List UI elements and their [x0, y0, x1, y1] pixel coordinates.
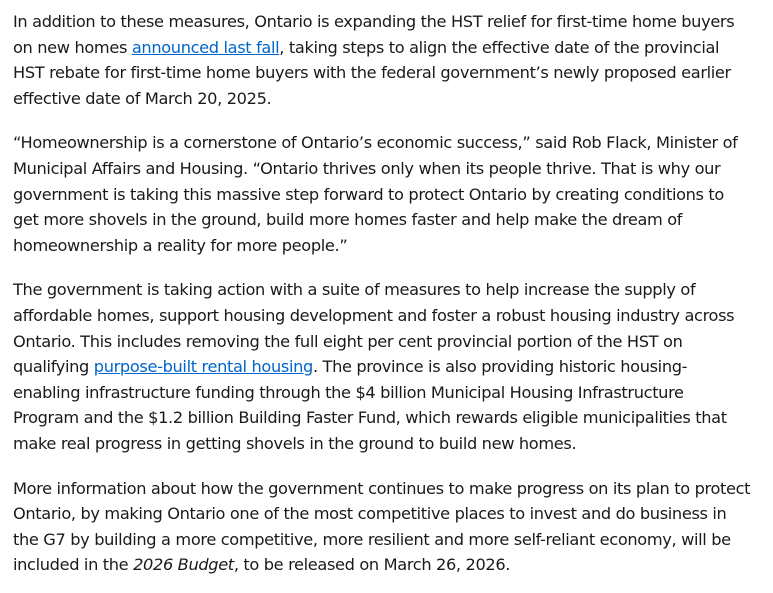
paragraph-hst-relief	[13, 9, 753, 111]
purpose-built-rental-housing-link[interactable]: purpose-built rental housing	[93, 357, 313, 377]
paragraph-text: . The province is also providing historic housing-enabling infrastructure funding through the $4 billion Municipal Housing Infrastructure Program and the $1.2 billion Building Faster Fund, which rewards eligible municipalities that make real progress in getting shovels in the ground to build new homes.	[13, 357, 727, 453]
paragraph-text: The government is taking action with a suite of measures to help increase the supply of affordable homes, support housing development and foster a robust housing industry across Ontario. This includes removing the full eight per cent provincial portion of the HST on qualifying	[13, 280, 735, 377]
paragraph-text: More information about how the government continues to make progress on its plan to protect Ontario, by making Ontario one of the most competitive places to invest and do business in the G7 by building a more competitive, more resilient and more self-reliant economy, will be included in the	[13, 478, 751, 575]
announced-last-fall-link[interactable]: announced last fall	[131, 37, 280, 57]
budget-title: 2026 Budget	[133, 555, 234, 575]
paragraph-budget-info	[13, 476, 753, 578]
paragraph-government-action	[13, 277, 753, 456]
paragraph-text: In addition to these measures, Ontario is expanding the HST relief for first-time home buyers on new homes	[13, 12, 735, 57]
paragraph-minister-quote	[13, 130, 753, 258]
paragraph-text: , to be released on March 26, 2026.	[233, 555, 511, 575]
paragraph-text: , taking steps to align the effective date of the provincial HST rebate for first-time home buyers with the federal government’s newly proposed earlier effective date of March 20, 2025.	[13, 37, 731, 108]
quote-text: “Homeownership is a cornerstone of Ontario’s economic success,” said Rob Flack, Minister of Municipal Affairs and Housing. “Ontario thrives only when its people thrive. That is why our government is taking this massive step forward to protect Ontario by creating conditions to get more shovels in the ground, build more homes faster and help make the dream of homeownership a reality for more people.”	[13, 133, 738, 255]
